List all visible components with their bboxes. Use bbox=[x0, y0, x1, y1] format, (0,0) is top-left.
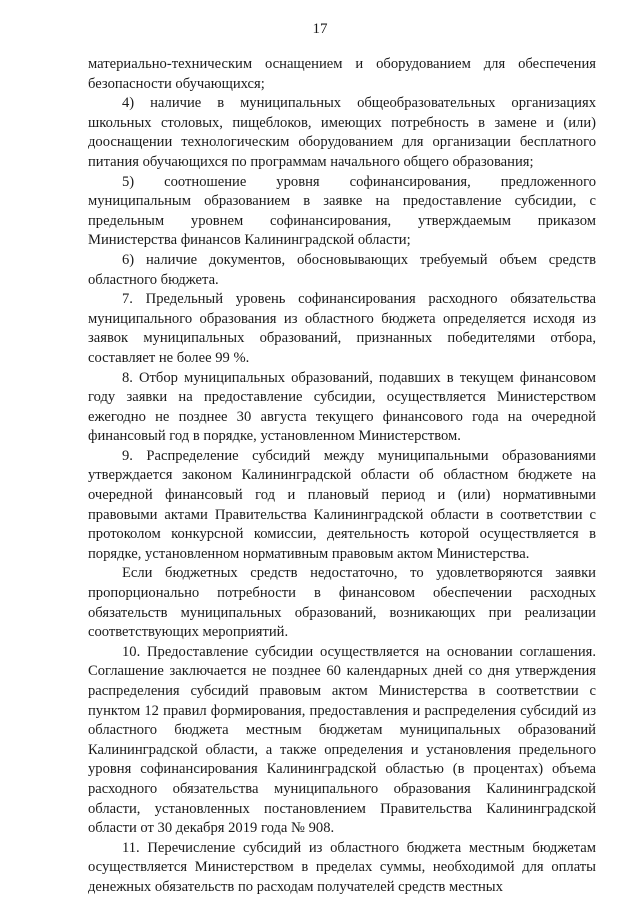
page-number: 17 bbox=[312, 21, 328, 37]
paragraph-item-4: 4) наличие в муниципальных общеобразовательных организациях школьных столовых, пищеблоков, имеющих потребность в замене и (или) дооснащении технологическим оборудованием для организации бесплатного питания обучающихся по программам начального общего образования; bbox=[88, 95, 596, 170]
paragraph-item-5: 5) соотношение уровня софинансирования, предложенного муниципальным образованием в заявке на предоставление субсидии, с предельным уровнем софинансирования, утверждаемым приказом Министерства финансов Калининградской области; bbox=[88, 173, 596, 249]
paragraph-section-8: 8. Отбор муниципальных образований, подавших в текущем финансовом году заявки на предоставление субсидии, осуществляется Министерством ежегодно не позднее 30 августа текущего финансового года на очередной финансовый год в порядке, установленном Министерством. bbox=[88, 369, 596, 445]
paragraph-section-7: 7. Предельный уровень софинансирования расходного обязательства муниципального образования из областного бюджета определяется исходя из заявок муниципальных образований, признанных победителями отбора, составляет не более 99 %. bbox=[88, 291, 596, 366]
paragraph-section-11: 11. Перечисление субсидий из областного бюджета местным бюджетам осуществляется Министерством в пределах суммы, необходимой для оплаты денежных обязательств по расходам получателей средств местных bbox=[88, 839, 596, 895]
paragraph-section-9-continued: Если бюджетных средств недостаточно, то удовлетворяются заявки пропорционально потребности в финансовом обеспечении расходных обязательств муниципальных образований, возникающих при реализации соответствующих мероприятий. bbox=[88, 565, 596, 641]
paragraph-item-6: 6) наличие документов, обосновывающих требуемый объем средств областного бюджета. bbox=[88, 251, 596, 288]
paragraph-section-9: 9. Распределение субсидий между муниципальными образованиями утверждается законом Калининградской области об областном бюджете на очередной финансовый год и плановый период и (или) нормативными правовыми актами Правительства Калининградской области в соответствии с протоколом конкурсной комиссии, деятельность которой осуществляется в порядке, установленном нормативным правовым актом Министерства. bbox=[88, 447, 596, 562]
paragraph-continuation: материально-техническим оснащением и оборудованием для обеспечения безопасности обучающихся; bbox=[88, 56, 596, 92]
document-body bbox=[88, 55, 596, 898]
paragraph-section-10: 10. Предоставление субсидии осуществляется на основании соглашения. Соглашение заключается не позднее 60 календарных дней со дня утверждения распределения субсидий правовым актом Министерства в соответствии с пунктом 12 правил формирования, предоставления и распределения субсидий из областного бюджета местным бюджетам муниципальных образований Калининградской области, а также определения и установления предельного уровня софинансирования Калининградской областью (в процентах) объема расходного обязательства муниципального образования Калининградской области, установленных постановлением Правительства Калининградской области от 30 декабря 2019 года № 908. bbox=[88, 643, 596, 837]
